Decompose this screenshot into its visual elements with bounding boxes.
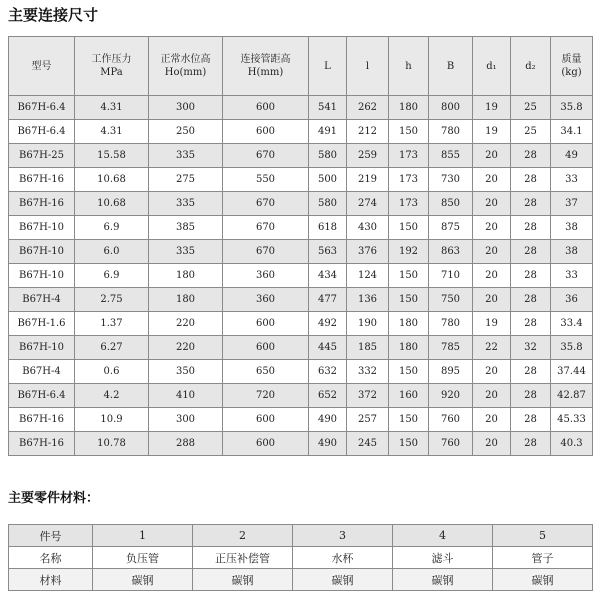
column-header <box>9 37 75 96</box>
materials-cell: 正压补偿管 <box>193 547 293 569</box>
table-cell: 259 <box>347 144 389 168</box>
table-cell: 28 <box>511 432 551 456</box>
materials-row-label: 名称 <box>9 547 93 569</box>
table-cell: 180 <box>149 288 223 312</box>
table-cell: 360 <box>223 288 309 312</box>
table-cell: 180 <box>389 312 429 336</box>
table-cell: 160 <box>389 384 429 408</box>
column-header <box>75 37 149 96</box>
table-row <box>9 432 593 456</box>
table-cell: 500 <box>309 168 347 192</box>
column-header-line: 质量 <box>561 54 582 65</box>
table-cell: 20 <box>473 264 511 288</box>
table-cell: 760 <box>429 408 473 432</box>
table-cell: 20 <box>473 168 511 192</box>
table-cell: 150 <box>389 216 429 240</box>
table-cell: 4.31 <box>75 120 149 144</box>
table-cell: 563 <box>309 240 347 264</box>
column-header-line: Ho(mm) <box>164 67 207 78</box>
materials-cell: 3 <box>293 525 393 547</box>
table-cell: 20 <box>473 288 511 312</box>
materials-row-label: 件号 <box>9 525 93 547</box>
table-cell: 35.8 <box>551 96 593 120</box>
dimensions-table <box>8 36 593 456</box>
table-cell: 185 <box>347 336 389 360</box>
table-row <box>9 144 593 168</box>
column-header-line: H(mm) <box>247 67 284 78</box>
table-cell: 332 <box>347 360 389 384</box>
table-cell: 600 <box>223 432 309 456</box>
table-cell: 19 <box>473 96 511 120</box>
table-cell: 33 <box>551 264 593 288</box>
table-cell: 895 <box>429 360 473 384</box>
table-cell: 28 <box>511 168 551 192</box>
table-cell: 180 <box>149 264 223 288</box>
table-cell: 20 <box>473 384 511 408</box>
table-cell: 25 <box>511 96 551 120</box>
column-header <box>389 37 429 96</box>
table-cell: 10.9 <box>75 408 149 432</box>
table-cell: 136 <box>347 288 389 312</box>
table-cell: B67H-16 <box>9 192 75 216</box>
table-cell: 491 <box>309 120 347 144</box>
materials-cell: 水杯 <box>293 547 393 569</box>
column-header <box>347 37 389 96</box>
table-cell: 28 <box>511 192 551 216</box>
table-cell: 20 <box>473 408 511 432</box>
materials-cell: 碳钢 <box>393 569 493 591</box>
table-row <box>9 96 593 120</box>
column-header-line: h <box>405 60 412 72</box>
table-cell: 37.44 <box>551 360 593 384</box>
table-cell: 28 <box>511 408 551 432</box>
table-cell: 38 <box>551 240 593 264</box>
table-cell: 28 <box>511 240 551 264</box>
table-cell: B67H-4 <box>9 288 75 312</box>
table-cell: 19 <box>473 120 511 144</box>
materials-cell: 1 <box>93 525 193 547</box>
table-cell: 150 <box>389 264 429 288</box>
table-row <box>9 360 593 384</box>
table-cell: 600 <box>223 408 309 432</box>
table-cell: B67H-6.4 <box>9 120 75 144</box>
table-cell: 36 <box>551 288 593 312</box>
table-cell: 618 <box>309 216 347 240</box>
table-row <box>9 384 593 408</box>
table-cell: 650 <box>223 360 309 384</box>
table-cell: 490 <box>309 432 347 456</box>
table-cell: 600 <box>223 96 309 120</box>
dimensions-header-row <box>9 37 593 96</box>
table-cell: 670 <box>223 192 309 216</box>
table-cell: 45.33 <box>551 408 593 432</box>
table-cell: 750 <box>429 288 473 312</box>
table-cell: 800 <box>429 96 473 120</box>
column-header-line: 连接管距高 <box>240 54 291 65</box>
table-cell: 245 <box>347 432 389 456</box>
table-cell: 580 <box>309 192 347 216</box>
table-cell: 785 <box>429 336 473 360</box>
column-header-line: L <box>324 60 331 72</box>
table-cell: 262 <box>347 96 389 120</box>
table-cell: 600 <box>223 312 309 336</box>
table-cell: 38 <box>551 216 593 240</box>
table-cell: 28 <box>511 144 551 168</box>
table-cell: 20 <box>473 432 511 456</box>
table-cell: 10.68 <box>75 192 149 216</box>
table-cell: 28 <box>511 384 551 408</box>
materials-row <box>9 547 593 569</box>
table-cell: 720 <box>223 384 309 408</box>
materials-row <box>9 525 593 547</box>
table-cell: 28 <box>511 264 551 288</box>
table-cell: 1.37 <box>75 312 149 336</box>
table-row <box>9 408 593 432</box>
table-cell: 376 <box>347 240 389 264</box>
table-cell: 28 <box>511 312 551 336</box>
table-cell: 855 <box>429 144 473 168</box>
table-cell: 710 <box>429 264 473 288</box>
table-row <box>9 288 593 312</box>
table-cell: 372 <box>347 384 389 408</box>
table-cell: B67H-10 <box>9 336 75 360</box>
table-cell: 6.9 <box>75 264 149 288</box>
table-cell: 10.78 <box>75 432 149 456</box>
table-cell: 40.3 <box>551 432 593 456</box>
column-header-line: d₂ <box>525 60 536 72</box>
table-cell: 670 <box>223 240 309 264</box>
table-cell: 0.6 <box>75 360 149 384</box>
table-row <box>9 192 593 216</box>
table-cell: 274 <box>347 192 389 216</box>
column-header <box>149 37 223 96</box>
table-cell: 4.2 <box>75 384 149 408</box>
column-header-line: MPa <box>100 67 123 78</box>
table-cell: 150 <box>389 432 429 456</box>
table-cell: 600 <box>223 336 309 360</box>
table-cell: 335 <box>149 240 223 264</box>
table-row <box>9 168 593 192</box>
table-cell: 150 <box>389 288 429 312</box>
table-cell: 492 <box>309 312 347 336</box>
table-cell: 550 <box>223 168 309 192</box>
table-cell: 780 <box>429 120 473 144</box>
table-cell: 6.27 <box>75 336 149 360</box>
table-cell: 22 <box>473 336 511 360</box>
table-cell: 10.68 <box>75 168 149 192</box>
table-cell: 300 <box>149 96 223 120</box>
column-header-line: 工作压力 <box>91 54 132 65</box>
table-cell: 257 <box>347 408 389 432</box>
table-cell: 670 <box>223 216 309 240</box>
column-header <box>473 37 511 96</box>
table-cell: 490 <box>309 408 347 432</box>
materials-cell: 碳钢 <box>493 569 593 591</box>
table-cell: 150 <box>389 408 429 432</box>
table-cell: 780 <box>429 312 473 336</box>
column-header-line: 型号 <box>31 60 52 72</box>
table-cell: 360 <box>223 264 309 288</box>
table-cell: 920 <box>429 384 473 408</box>
table-cell: 335 <box>149 144 223 168</box>
table-cell: 173 <box>389 192 429 216</box>
materials-cell: 碳钢 <box>193 569 293 591</box>
table-cell: 875 <box>429 216 473 240</box>
table-cell: 173 <box>389 144 429 168</box>
table-cell: 760 <box>429 432 473 456</box>
table-row <box>9 336 593 360</box>
table-row <box>9 120 593 144</box>
table-row <box>9 312 593 336</box>
table-cell: 173 <box>389 168 429 192</box>
column-header <box>309 37 347 96</box>
table-cell: 180 <box>389 96 429 120</box>
table-cell: 20 <box>473 360 511 384</box>
table-cell: 670 <box>223 144 309 168</box>
materials-cell: 4 <box>393 525 493 547</box>
table-cell: 4.31 <box>75 96 149 120</box>
materials-row-label: 材料 <box>9 569 93 591</box>
table-cell: 430 <box>347 216 389 240</box>
table-cell: 220 <box>149 336 223 360</box>
table-cell: 20 <box>473 192 511 216</box>
table-cell: B67H-10 <box>9 216 75 240</box>
table-cell: 32 <box>511 336 551 360</box>
column-header <box>429 37 473 96</box>
table-cell: 350 <box>149 360 223 384</box>
table-cell: 212 <box>347 120 389 144</box>
materials-cell: 碳钢 <box>293 569 393 591</box>
table-cell: 6.9 <box>75 216 149 240</box>
column-header-line: B <box>446 60 455 72</box>
section-title-materials: 主要零件材料： <box>8 491 100 506</box>
table-cell: B67H-1.6 <box>9 312 75 336</box>
column-header <box>551 37 593 96</box>
table-cell: 335 <box>149 192 223 216</box>
table-cell: 863 <box>429 240 473 264</box>
column-header-line: (kg) <box>561 67 582 78</box>
table-cell: 288 <box>149 432 223 456</box>
table-cell: 20 <box>473 240 511 264</box>
materials-cell: 负压管 <box>93 547 193 569</box>
table-cell: B67H-10 <box>9 240 75 264</box>
table-cell: 150 <box>389 360 429 384</box>
table-cell: 600 <box>223 120 309 144</box>
table-cell: 180 <box>389 336 429 360</box>
column-header-line: 正常水位高 <box>160 54 211 65</box>
table-cell: 6.0 <box>75 240 149 264</box>
table-cell: 385 <box>149 216 223 240</box>
materials-cell: 碳钢 <box>93 569 193 591</box>
table-cell: 28 <box>511 288 551 312</box>
table-cell: 19 <box>473 312 511 336</box>
column-header <box>223 37 309 96</box>
table-cell: 850 <box>429 192 473 216</box>
table-cell: 37 <box>551 192 593 216</box>
table-cell: B67H-16 <box>9 168 75 192</box>
table-cell: B67H-16 <box>9 432 75 456</box>
table-cell: 219 <box>347 168 389 192</box>
table-cell: B67H-6.4 <box>9 384 75 408</box>
table-cell: 250 <box>149 120 223 144</box>
table-cell: 28 <box>511 216 551 240</box>
table-cell: 652 <box>309 384 347 408</box>
column-header-line: l <box>365 60 370 72</box>
materials-cell: 5 <box>493 525 593 547</box>
table-cell: 190 <box>347 312 389 336</box>
section-title-dimensions: 主要连接尺寸 <box>8 6 99 24</box>
table-cell: 477 <box>309 288 347 312</box>
column-header-line: d₁ <box>486 60 497 72</box>
table-cell: 34.1 <box>551 120 593 144</box>
table-row <box>9 216 593 240</box>
table-cell: B67H-4 <box>9 360 75 384</box>
table-cell: 434 <box>309 264 347 288</box>
table-cell: 150 <box>389 120 429 144</box>
table-cell: 15.58 <box>75 144 149 168</box>
table-cell: 49 <box>551 144 593 168</box>
table-cell: 28 <box>511 360 551 384</box>
table-cell: B67H-16 <box>9 408 75 432</box>
table-cell: B67H-25 <box>9 144 75 168</box>
table-cell: 20 <box>473 144 511 168</box>
table-cell: 220 <box>149 312 223 336</box>
table-cell: 25 <box>511 120 551 144</box>
table-cell: 275 <box>149 168 223 192</box>
materials-cell: 管子 <box>493 547 593 569</box>
materials-row <box>9 569 593 591</box>
table-cell: 33 <box>551 168 593 192</box>
table-cell: 2.75 <box>75 288 149 312</box>
table-cell: B67H-10 <box>9 264 75 288</box>
table-cell: 730 <box>429 168 473 192</box>
table-cell: 580 <box>309 144 347 168</box>
table-cell: 42.87 <box>551 384 593 408</box>
table-cell: 33.4 <box>551 312 593 336</box>
column-header <box>511 37 551 96</box>
table-cell: 541 <box>309 96 347 120</box>
table-cell: 192 <box>389 240 429 264</box>
table-cell: 410 <box>149 384 223 408</box>
table-row <box>9 240 593 264</box>
table-cell: 35.8 <box>551 336 593 360</box>
table-cell: 124 <box>347 264 389 288</box>
table-cell: 300 <box>149 408 223 432</box>
table-row <box>9 264 593 288</box>
table-cell: 445 <box>309 336 347 360</box>
materials-cell: 2 <box>193 525 293 547</box>
materials-cell: 滤斗 <box>393 547 493 569</box>
table-cell: 632 <box>309 360 347 384</box>
table-cell: B67H-6.4 <box>9 96 75 120</box>
materials-table <box>8 524 593 591</box>
table-cell: 20 <box>473 216 511 240</box>
